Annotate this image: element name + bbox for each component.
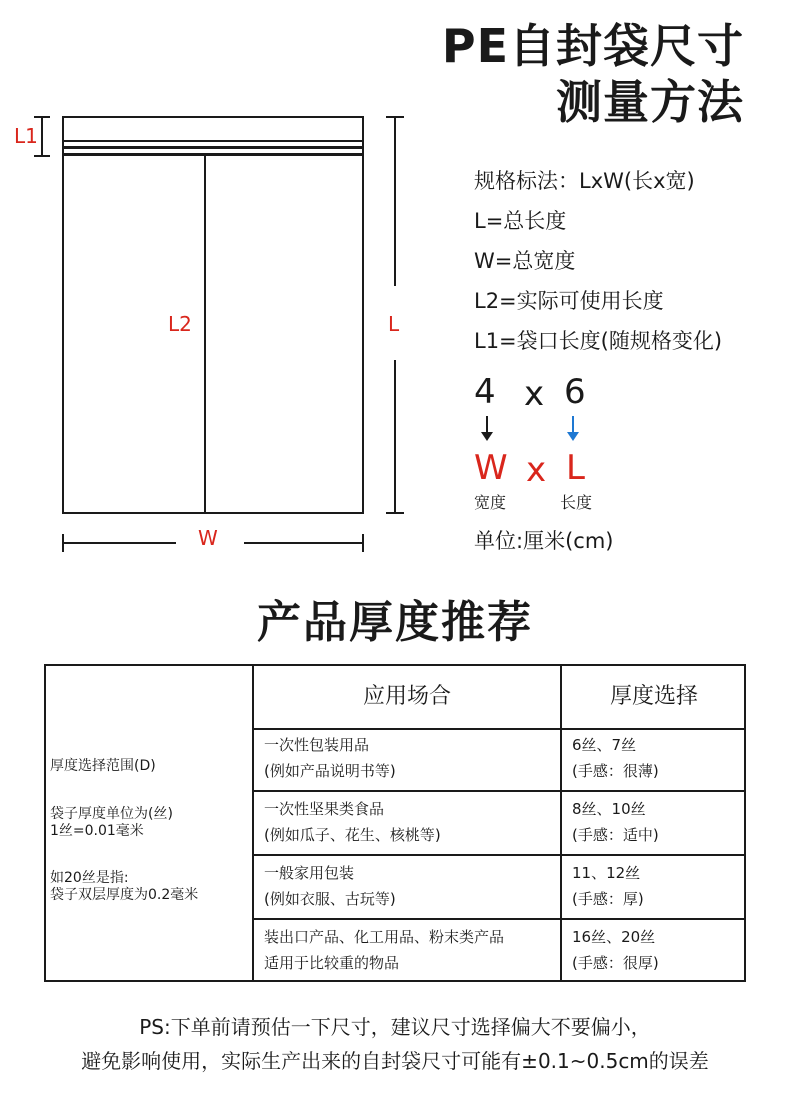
- width-caption: 宽度: [474, 493, 507, 512]
- w-left-tick: [62, 534, 64, 552]
- row-3-choice: 11、12丝: [572, 864, 641, 882]
- example-length-letter: L: [566, 448, 585, 488]
- row-3-usage: 一般家用包装: [264, 864, 355, 882]
- note-range: 厚度选择范围(D): [50, 758, 156, 774]
- section-title: 产品厚度推荐: [257, 597, 533, 648]
- label-l2: L2: [168, 312, 192, 336]
- row-3-feel: (手感：厚): [572, 890, 644, 908]
- row-1-usage: 一次性包装用品: [264, 736, 370, 754]
- row-4-choice: 16丝、20丝: [572, 928, 656, 946]
- page-title: [442, 18, 744, 130]
- label-l: L: [388, 312, 400, 336]
- row-divider-1: [252, 728, 746, 730]
- example-length-number: 6: [564, 372, 586, 412]
- zipper-line-2: [62, 146, 364, 149]
- spec-format: 规格标法：LxW(长x宽): [474, 169, 695, 193]
- thickness-table: [44, 664, 746, 982]
- l-dimension-line-bottom: [394, 360, 396, 514]
- row-4-usage: 装出口产品、化工用品、粉末类产品: [264, 928, 505, 946]
- row-divider-4: [252, 918, 746, 920]
- row-2-usage-example: (例如瓜子、花生、核桃等): [264, 826, 441, 844]
- w-dimension-line-left: [62, 542, 176, 544]
- bag-center-divider: [204, 156, 206, 514]
- l-dimension-line-top: [394, 116, 396, 286]
- row-3-usage-example: (例如衣服、古玩等): [264, 890, 396, 908]
- row-4-feel: (手感：很厚): [572, 954, 659, 972]
- row-2-feel: (手感：适中): [572, 826, 659, 844]
- row-divider-3: [252, 854, 746, 856]
- unit-label: 单位:厘米(cm): [474, 529, 614, 553]
- title-line-2: 测量方法: [556, 75, 744, 129]
- example-times: x: [524, 374, 545, 414]
- label-l1: L1: [14, 124, 38, 148]
- note-example-2: 袋子双层厚度为0.2毫米: [50, 887, 199, 903]
- row-divider-2: [252, 790, 746, 792]
- example-times-red: x: [526, 450, 547, 490]
- spec-total-width: W=总宽度: [474, 249, 576, 273]
- bag-outline: [62, 116, 364, 514]
- footer-line-1: PS:下单前请预估一下尺寸，建议尺寸选择偏大不要偏小，: [139, 1015, 651, 1039]
- spec-usable-length: L2=实际可使用长度: [474, 289, 664, 313]
- row-2-usage: 一次性坚果类食品: [264, 800, 385, 818]
- zipper-line-1: [62, 140, 364, 142]
- header-choice: 厚度选择: [609, 684, 698, 709]
- row-4-usage-example: 适用于比较重的物品: [264, 954, 400, 972]
- l1-bottom-tick: [34, 155, 50, 157]
- row-2-choice: 8丝、10丝: [572, 800, 646, 818]
- spec-total-length: L=总长度: [474, 209, 567, 233]
- zipper-line-3: [62, 153, 364, 156]
- footer-line-2: 避免影响使用，实际生产出来的自封袋尺寸可能有±0.1~0.5cm的误差: [81, 1049, 709, 1073]
- w-right-tick: [362, 534, 364, 552]
- row-1-feel: (手感：很薄): [572, 762, 659, 780]
- l1-top-tick: [34, 116, 50, 118]
- spec-opening-length: L1=袋口长度(随规格变化): [474, 329, 723, 353]
- note-unit-1: 袋子厚度单位为(丝): [50, 806, 173, 822]
- note-unit-2: 1丝=0.01毫米: [50, 823, 144, 839]
- length-caption: 长度: [560, 493, 593, 512]
- l-top-tick: [386, 116, 404, 118]
- note-example-1: 如20丝是指:: [50, 870, 129, 886]
- example-width-letter: W: [474, 448, 508, 488]
- row-1-usage-example: (例如产品说明书等): [264, 762, 396, 780]
- arrow-head-black-icon: [481, 432, 493, 441]
- l-bottom-tick: [386, 512, 404, 514]
- header-usage: 应用场合: [362, 684, 451, 709]
- row-1-choice: 6丝、7丝: [572, 736, 637, 754]
- example-width-number: 4: [474, 372, 496, 412]
- title-line-1: PE自封袋尺寸: [441, 19, 744, 73]
- label-w: W: [198, 526, 218, 550]
- w-dimension-line-right: [244, 542, 364, 544]
- l1-dimension-line: [41, 116, 43, 156]
- arrow-head-blue-icon: [567, 432, 579, 441]
